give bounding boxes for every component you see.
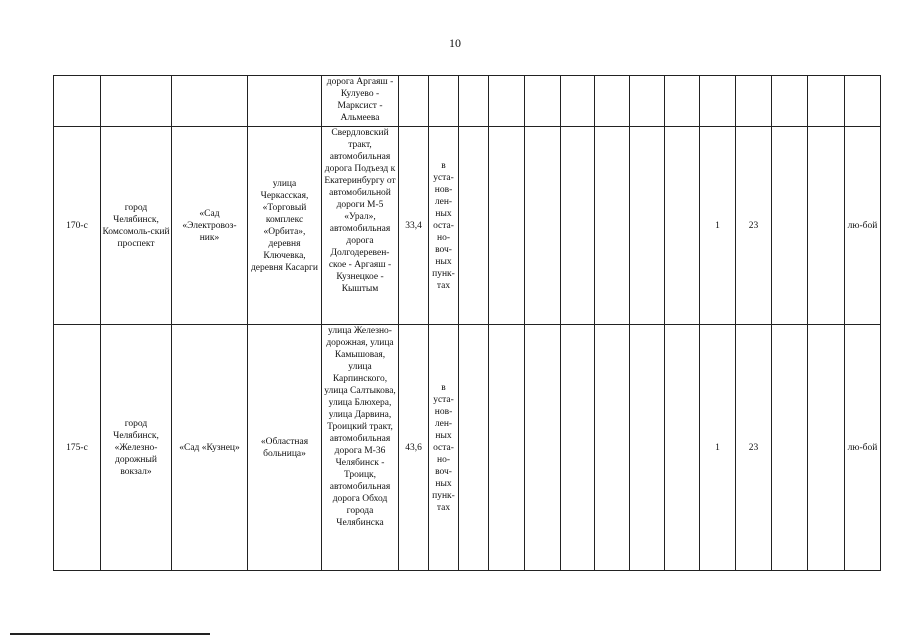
end-point-cell: «Сад «Кузнец» (172, 325, 248, 571)
intermediate-stops-cell: «Областная больница» (248, 325, 322, 571)
empty-cell (595, 76, 630, 127)
vehicle-class-cell: лю-бой (845, 325, 881, 571)
intermediate-stops-cell (248, 76, 322, 127)
start-point-cell: город Челябинск, «Железно-дорожный вокзал» (101, 325, 172, 571)
empty-cell (489, 127, 525, 325)
empty-cell (561, 127, 595, 325)
empty-cell (808, 127, 845, 325)
empty-cell (525, 325, 561, 571)
vehicle-count-cell (700, 76, 736, 127)
route-path-cell: улица Железно-дорожная, улица Камышовая, улица Карпинского, улица Салтыкова, улица Блюхера, улица Дарвина, Троицкий тракт, автомобильная дорога М-36 Челябинск - Троицк, автомобильная дорога Обход города Челябинска (322, 325, 399, 571)
empty-cell (459, 127, 489, 325)
vehicle-type-cell: 23 (736, 127, 772, 325)
route-id-cell: 175-с (54, 325, 101, 571)
vehicle-class-cell (845, 76, 881, 127)
vehicle-count-cell: 1 (700, 325, 736, 571)
end-point-cell: «Сад «Электровоз-ник» (172, 127, 248, 325)
empty-cell (459, 325, 489, 571)
empty-cell (561, 325, 595, 571)
start-point-cell: город Челябинск, Комсомоль-ский проспект (101, 127, 172, 325)
vehicle-type-cell (736, 76, 772, 127)
empty-cell (561, 76, 595, 127)
empty-cell (525, 127, 561, 325)
table-row (54, 127, 881, 325)
empty-cell (808, 76, 845, 127)
table-row (54, 76, 881, 127)
table-row (54, 325, 881, 571)
page-number: 10 (449, 36, 461, 50)
empty-cell (808, 325, 845, 571)
empty-cell (489, 76, 525, 127)
route-length-cell (399, 76, 429, 127)
empty-cell (630, 76, 665, 127)
end-point-cell (172, 76, 248, 127)
empty-cell (772, 127, 808, 325)
empty-cell (459, 76, 489, 127)
empty-cell (630, 127, 665, 325)
empty-cell (525, 76, 561, 127)
stop-procedure-cell: в уста-нов-лен-ных оста-но-воч-ных пунк-тах (429, 127, 459, 325)
route-length-cell: 43,6 (399, 325, 429, 571)
stop-procedure-cell: в уста-нов-лен-ных оста-но-воч-ных пунк-тах (429, 325, 459, 571)
empty-cell (595, 127, 630, 325)
stop-procedure-cell (429, 76, 459, 127)
start-point-cell (101, 76, 172, 127)
vehicle-count-cell: 1 (700, 127, 736, 325)
footer-rule (10, 633, 210, 635)
empty-cell (665, 127, 700, 325)
routes-table (53, 75, 881, 571)
intermediate-stops-cell: улица Черкасская, «Торговый комплекс «Орбита», деревня Ключевка, деревня Касарги (248, 127, 322, 325)
vehicle-type-cell: 23 (736, 325, 772, 571)
empty-cell (489, 325, 525, 571)
vehicle-class-cell: лю-бой (845, 127, 881, 325)
route-path-cell: дорога Аргаяш - Кулуево - Марксист - Альмеева (322, 76, 399, 127)
empty-cell (630, 325, 665, 571)
route-id-cell: 170-с (54, 127, 101, 325)
route-length-cell: 33,4 (399, 127, 429, 325)
empty-cell (772, 325, 808, 571)
empty-cell (665, 76, 700, 127)
route-path-cell: Свердловский тракт, автомобильная дорога Подъезд к Екатеринбургу от автомобильной дороги М-5 «Урал», автомобильная дорога Долгодеревен-ское - Аргаяш - Кузнецкое - Кыштым (322, 127, 399, 325)
route-id-cell (54, 76, 101, 127)
empty-cell (595, 325, 630, 571)
empty-cell (665, 325, 700, 571)
empty-cell (772, 76, 808, 127)
